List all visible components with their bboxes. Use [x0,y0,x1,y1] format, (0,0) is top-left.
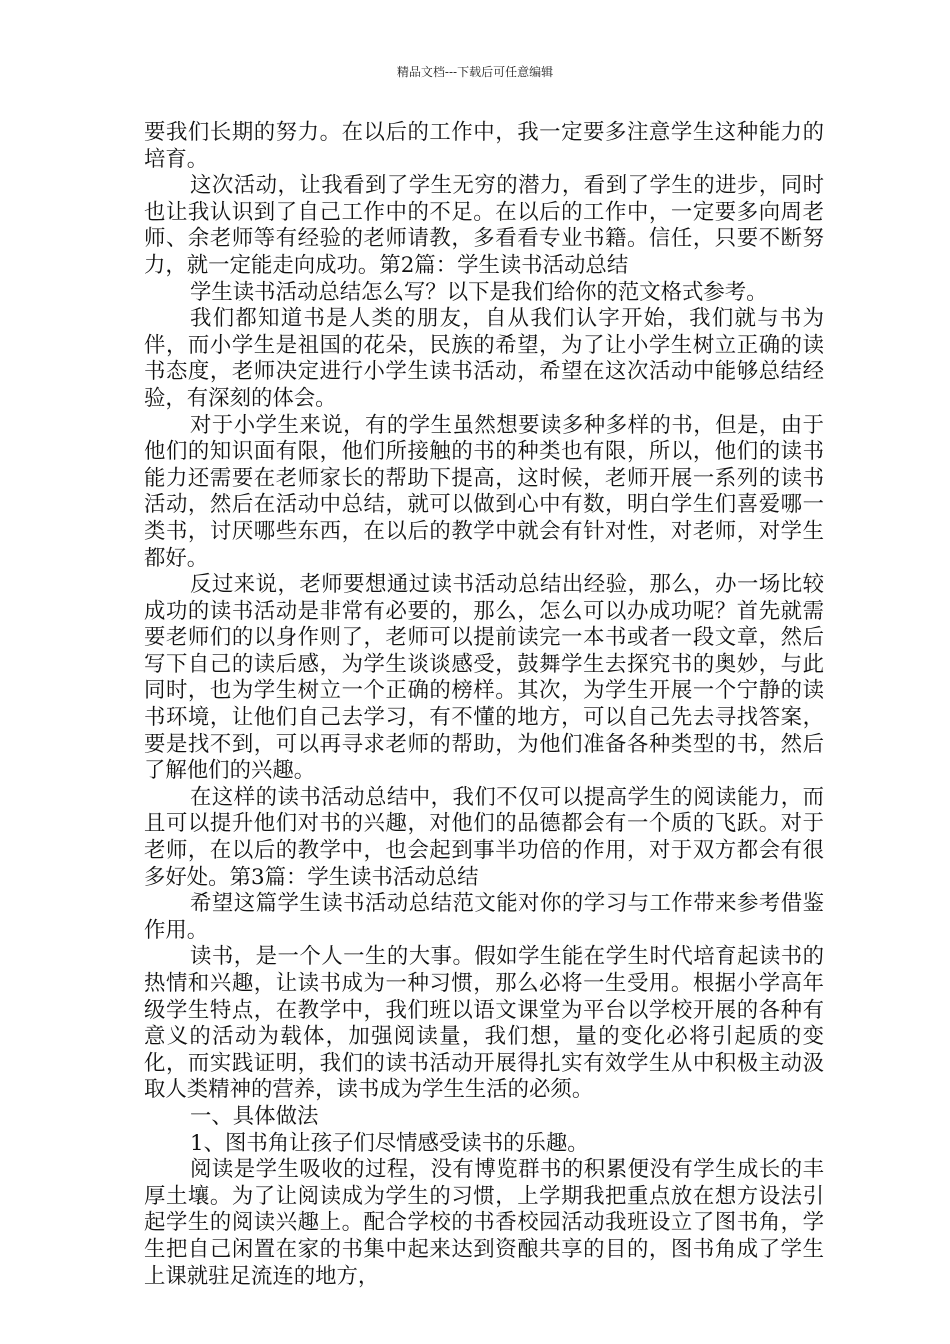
subsection-heading: 1、图书角让孩子们尽情感受读书的乐趣。 [190,1130,589,1156]
section-heading: 一、具体做法 [190,1103,319,1129]
paragraph: 学生读书活动总结怎么写？以下是我们给你的范文格式参考。 [190,279,768,305]
paragraph: 读书，是一个人一生的大事。假如学生能在学生时代培育起读书的热情和兴趣，让读书成为一种习惯，那么必将一生受用。根据小学高年级学生特点，在教学中，我们班以语文课堂为平台以学校开展的各种有意义的活动为载体，加强阅读量，我们想，量的变化必将引起质的变化，而实践证明，我们的读书活动开展得扎实有效学生从中积极主动汲取人类精神的营养，读书成为学生生活的必须。 [144,944,824,1103]
paragraph: 这次活动，让我看到了学生无穷的潜力，看到了学生的进步，同时也让我认识到了自己工作中的不足。在以后的工作中，一定要多向周老师、余老师等有经验的老师请教，多看看专业书籍。信任，只要不断努力，就一定能走向成功。第2篇：学生读书活动总结 [144,173,824,278]
paragraph: 希望这篇学生读书活动总结范文能对你的学习与工作带来参考借鉴作用。 [144,891,824,943]
page-header: 精品文档---下载后可任意编辑 [396,65,554,79]
paragraph: 阅读是学生吸收的过程，没有博览群书的积累便没有学生成长的丰厚土壤。为了让阅读成为学生的习惯，上学期我把重点放在想方设法引起学生的阅读兴趣上。配合学校的书香校园活动我班设立了图书角，学生把自己闲置在家的书集中起来达到资酿共享的目的，图书角成了学生上课就驻足流连的地方， [144,1157,824,1289]
document-body [144,120,824,1290]
paragraph: 对于小学生来说，有的学生虽然想要读多种多样的书，但是，由于他们的知识面有限，他们所接触的书的种类也有限，所以，他们的读书能力还需要在老师家长的帮助下提高，这时候，老师开展一系列的读书活动，然后在活动中总结，就可以做到心中有数，明白学生们喜爱哪一类书，讨厌哪些东西，在以后的教学中就会有针对性，对老师，对学生都好。 [144,412,824,571]
paragraph: 在这样的读书活动总结中，我们不仅可以提高学生的阅读能力，而且可以提升他们对书的兴趣，对他们的品德都会有一个质的飞跃。对于老师，在以后的教学中，也会起到事半功倍的作用，对于双方都会有很多好处。第3篇：学生读书活动总结 [144,784,824,890]
paragraph: 我们都知道书是人类的朋友，自从我们认字开始，我们就与书为伴，而小学生是祖国的花朵，民族的希望，为了让小学生树立正确的读书态度，老师决定进行小学生读书活动，希望在这次活动中能够总结经验，有深刻的体会。 [144,306,824,411]
paragraph: 反过来说，老师要想通过读书活动总结出经验，那么，办一场比较成功的读书活动是非常有必要的，那么，怎么可以办成功呢？首先就需要老师们的以身作则了，老师可以提前读完一本书或者一段文章，然后写下自己的读后感，为学生谈谈感受，鼓舞学生去探究书的奥妙，与此同时，也为学生树立一个正确的榜样。其次，为学生开展一个宁静的读书环境，让他们自己去学习，有不懂的地方，可以自己先去寻找答案，要是找不到，可以再寻求老师的帮助，为他们准备各种类型的书，然后了解他们的兴趣。 [144,572,824,784]
paragraph: 要我们长期的努力。在以后的工作中，我一定要多注意学生这种能力的培育。 [144,120,824,172]
